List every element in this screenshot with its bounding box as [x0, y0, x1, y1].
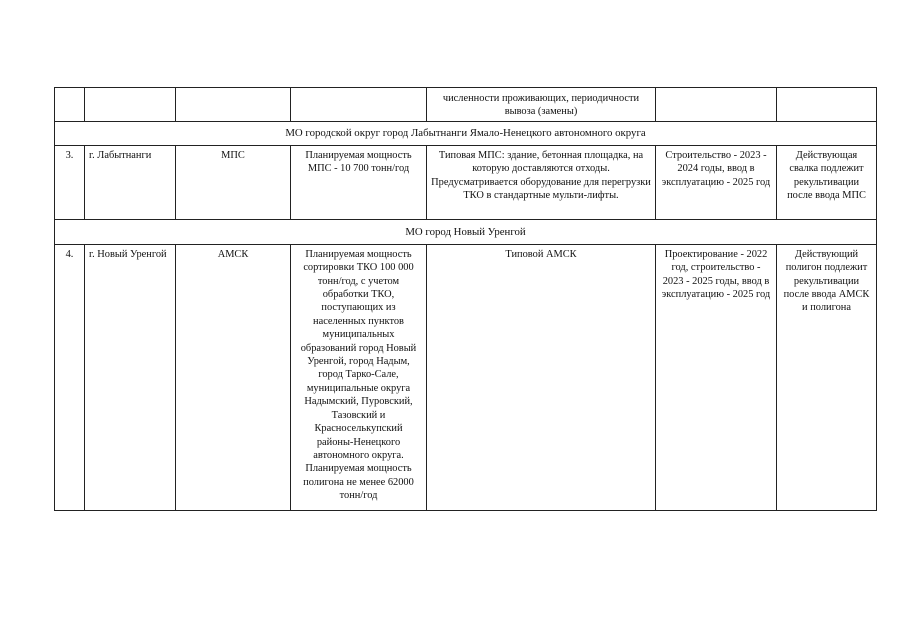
section-header-row [55, 121, 877, 145]
section-title-novy-urengoy: МО город Новый Уренгой [55, 219, 877, 244]
cell-capacity [291, 88, 427, 122]
cell-location [85, 88, 176, 122]
cell-schedule [656, 88, 777, 122]
table-row [55, 244, 877, 510]
cell-num: 4. [55, 244, 85, 510]
cell-location: г. Новый Уренгой [85, 244, 176, 510]
cell-description: Типовой АМСК [427, 244, 656, 510]
cell-notes: Действующий полигон подлежит рекультивации после ввода АМСК и полигона [777, 244, 877, 510]
cell-notes: Действующая свалка подлежит рекультивации после ввода МПС [777, 145, 877, 219]
cell-capacity: Планируемая мощность МПС - 10 700 тонн/год [291, 145, 427, 219]
cell-notes [777, 88, 877, 122]
table-row [55, 145, 877, 219]
table-row-continuation [55, 88, 877, 122]
section-title-labytnangi: МО городской округ город Лабытнанги Ямало-Ненецкого автономного округа [55, 121, 877, 145]
section-header-row [55, 219, 877, 244]
cell-description: численности проживающих, периодичности вывоза (замены) [427, 88, 656, 122]
cell-num: 3. [55, 145, 85, 219]
cell-object-type: МПС [176, 145, 291, 219]
cell-description: Типовая МПС: здание, бетонная площадка, на которую доставляются отходы. Предусматривается оборудование для перегрузки ТКО в стандартные мульти-лифты. [427, 145, 656, 219]
cell-capacity: Планируемая мощность сортировки ТКО 100 000 тонн/год, с учетом обработки ТКО, поступающих из населенных пунктов муниципальных образований город Новый Уренгой, город Надым, город Тарко-Сале, муниципальные округа Надымский, Пуровский, Тазовский и Красноселькупский районы-Ненецкого автономного округа. Планируемая мощность полигона не менее 62000 тонн/год [291, 244, 427, 510]
cell-schedule: Строительство - 2023 - 2024 годы, ввод в эксплуатацию - 2025 год [656, 145, 777, 219]
cell-object-type [176, 88, 291, 122]
cell-location: г. Лабытнанги [85, 145, 176, 219]
cell-object-type: АМСК [176, 244, 291, 510]
facilities-table [54, 87, 877, 511]
cell-num [55, 88, 85, 122]
cell-schedule: Проектирование - 2022 год, строительство - 2023 - 2025 годы, ввод в эксплуатацию - 2025 год [656, 244, 777, 510]
